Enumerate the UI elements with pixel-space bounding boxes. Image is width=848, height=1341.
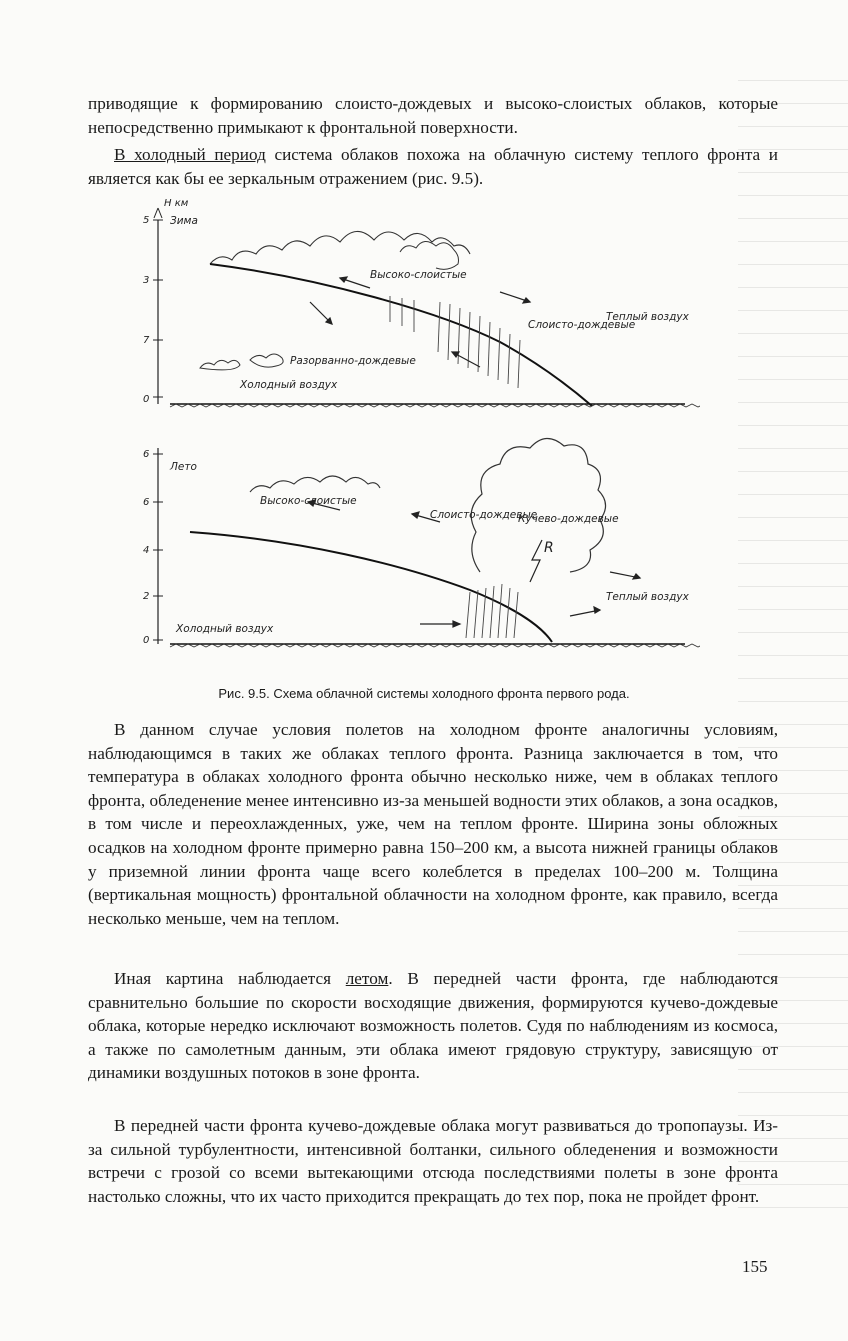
winter-tick-5: 5 [143,215,150,226]
summer-cumulonimbus-label: Кучево-дождевые [518,513,619,525]
summer-tick-d: 2 [143,591,150,602]
winter-warm-air-label: Теплый воздух [606,311,689,323]
paragraph-cold-period [88,143,778,190]
summer-tick-c: 4 [143,545,150,556]
winter-tick-0: 0 [143,394,150,405]
summer-altostratus-label: Высоко-слоистые [260,495,357,507]
paragraph-summer-text-a: Иная картина наблюдается [114,969,346,988]
paragraph-summer [88,967,778,1085]
winter-fractonimbus-label: Разорванно-дождевые [290,355,416,367]
underlined-summer: летом [345,969,389,988]
winter-altostratus-label: Высоко-слоистые [370,269,467,281]
paragraph-flight-conditions [88,718,778,930]
winter-panel [143,198,700,407]
figure-caption: Рис. 9.5. Схема облачной системы холодного фронта первого рода. [218,686,630,701]
paragraph-tropopause [88,1114,778,1208]
underlined-cold-period: В холодный период [114,145,266,164]
paragraph-intro-text: приводящие к формированию слоисто-дождевых и высоко-слоистых облаков, которые непосредственно примыкают к фронтальной поверхности. [88,94,778,137]
summer-lightning-label: R [544,540,554,556]
axis-unit-label: Н км [164,198,189,209]
winter-nimbostratus-label: Слоисто-дождевые [528,319,636,331]
summer-panel [143,438,700,647]
cloud-system-diagram [140,192,700,677]
summer-warm-air-label: Теплый воздух [606,591,689,603]
winter-tick-7: 7 [143,335,150,346]
summer-tick-a: 6 [143,449,150,460]
summer-label: Лето [170,461,197,473]
cold-front-figure [140,192,700,677]
winter-tick-3: 3 [143,275,150,286]
paragraph-tropopause-text: В передней части фронта кучево-дождевые облака могут развиваться до тропопаузы. Из-за сильной турбулентности, интенсивной болтанки, сильного обледенения и возможности встречи с грозой со всеми вытекающими отсюда последствиями полеты в зоне фронта настолько сложны, что их часто приходится прекращать до тех пор, пока не пройдет фронт. [88,1116,778,1206]
summer-cold-air-label: Холодный воздух [176,623,274,635]
paragraph-flight-conditions-text: В данном случае условия полетов на холодном фронте аналогичны условиям, наблюдающимся в таких же облаках теплого фронта. Разница заключается в том, что температура в облаках холодного фронта обычно несколько ниже, чем в облаках теплого фронта, обледенение менее интенсивно из-за меньшей водности этих облаков, а зона осадков, в том числе и переохлажденных, уже, чем на теплом фронте. Ширина зоны обложных осадков на холодном фронте примерно равна 150–200 км, а высота нижней границы облаков у приземной линии фронта чаще всего колеблется в пределах 100–200 м. Толщина (вертикальная мощность) фронтальной облачности на холодном фронте, как правило, всегда несколько меньше, чем на теплом. [88,720,778,928]
paragraph-summer-text-b: . В передней части фронта, где наблюдаются сравнительно большие по скорости восходящие движения, формируются кучево-дождевые облака, которые нередко исключают возможность полетов. Судя по наблюдениям из космоса, а также по самолетным данным, эти облака имеют грядовую структуру, зависящую от динамики воздушных потоков в зоне фронта. [88,969,778,1083]
summer-tick-b: 6 [143,497,150,508]
page-number: 155 [742,1257,768,1276]
winter-cold-air-label: Холодный воздух [240,379,338,391]
summer-nimbostratus-label: Слоисто-дождевые [430,509,538,521]
paragraph-intro [88,92,778,139]
paragraph-cold-period-text: система облаков похожа на облачную систему теплого фронта и является как бы ее зеркальным отражением (рис. 9.5). [88,145,778,188]
summer-tick-e: 0 [143,635,150,646]
winter-label: Зима [170,215,198,227]
